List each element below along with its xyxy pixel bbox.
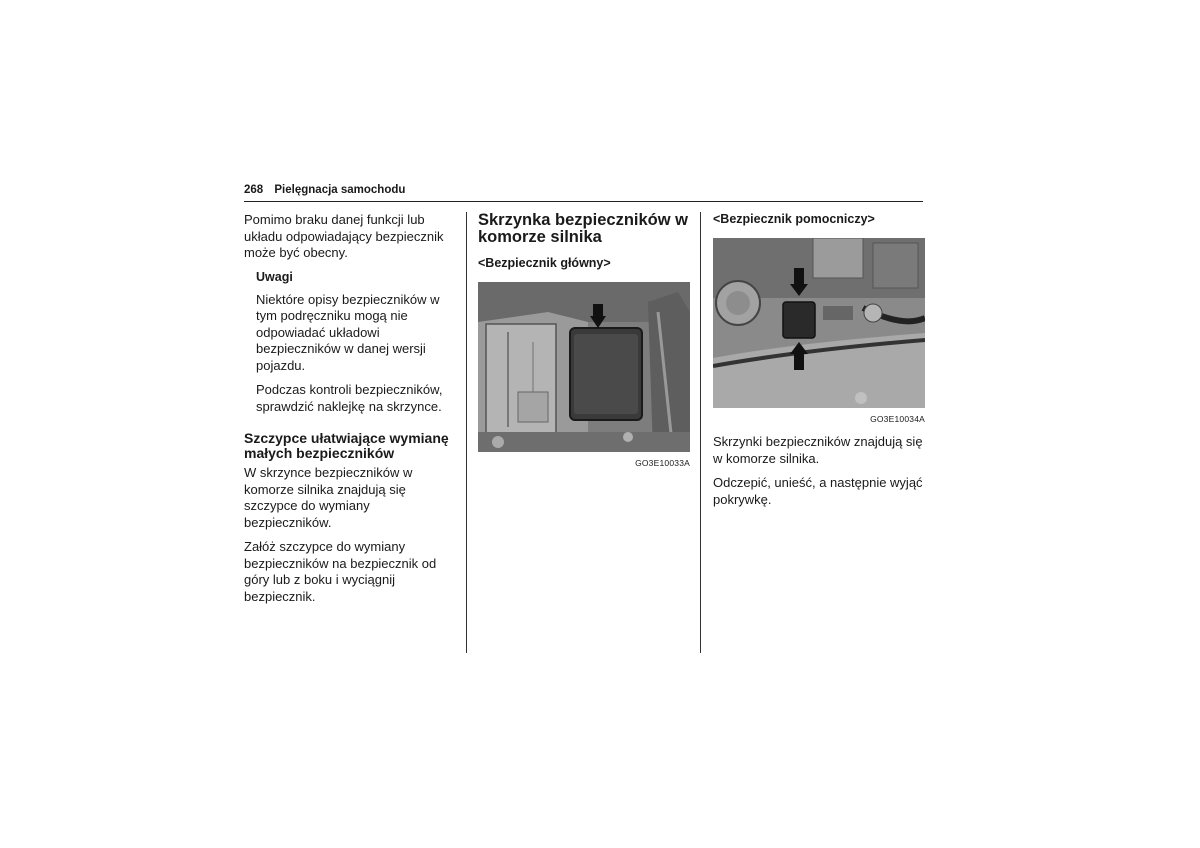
column-divider-1	[466, 212, 467, 653]
note-paragraph-2: Podczas kontroli bezpieczników, sprawdzić naklejkę na skrzynce.	[256, 382, 443, 414]
tweezers-paragraph-2: Załóż szczypce do wymiany bezpieczników na bezpiecznik od góry lub z boku i wyciągnij bezpiecznik.	[244, 539, 437, 604]
note-title: Uwagi	[256, 269, 293, 284]
main-fusebox-caption: GO3E10033A	[635, 458, 690, 468]
main-fuse-subheading: <Bezpiecznik główny>	[478, 256, 611, 270]
tweezers-heading: Szczypce ułatwiające wymianę małych bezpieczników	[244, 430, 449, 461]
column-divider-2	[700, 212, 701, 653]
column-right	[713, 212, 925, 516]
section-title: Pielęgnacja samochodu	[274, 184, 406, 196]
page-header	[244, 184, 923, 202]
aux-fusebox-caption: GO3E10034A	[870, 414, 925, 424]
note-paragraph-1: Niektóre opisy bezpieczników w tym podręczniku mogą nie odpowiadać układowi bezpieczników w danej wersji pojazdu.	[256, 291, 440, 373]
aux-paragraph-1: Skrzynki bezpieczników znajdują się w komorze silnika.	[713, 434, 923, 466]
intro-paragraph: Pomimo braku danej funkcji lub układu odpowiadający bezpiecznik może być obecny.	[244, 212, 444, 260]
aux-fuse-subheading: <Bezpiecznik pomocniczy>	[713, 212, 875, 226]
page-number: 268	[244, 184, 264, 196]
fusebox-heading: Skrzynka bezpieczników w komorze silnika	[478, 211, 688, 246]
tweezers-paragraph-1: W skrzynce bezpieczników w komorze silnika znajdują się szczypce do wymiany bezpieczników.	[244, 465, 413, 530]
column-middle	[478, 212, 690, 478]
aux-fusebox-photo	[713, 238, 925, 408]
column-left	[244, 212, 456, 613]
main-fusebox-photo	[478, 282, 690, 452]
aux-paragraph-2: Odczepić, unieść, a następnie wyjąć pokrywkę.	[713, 475, 923, 507]
